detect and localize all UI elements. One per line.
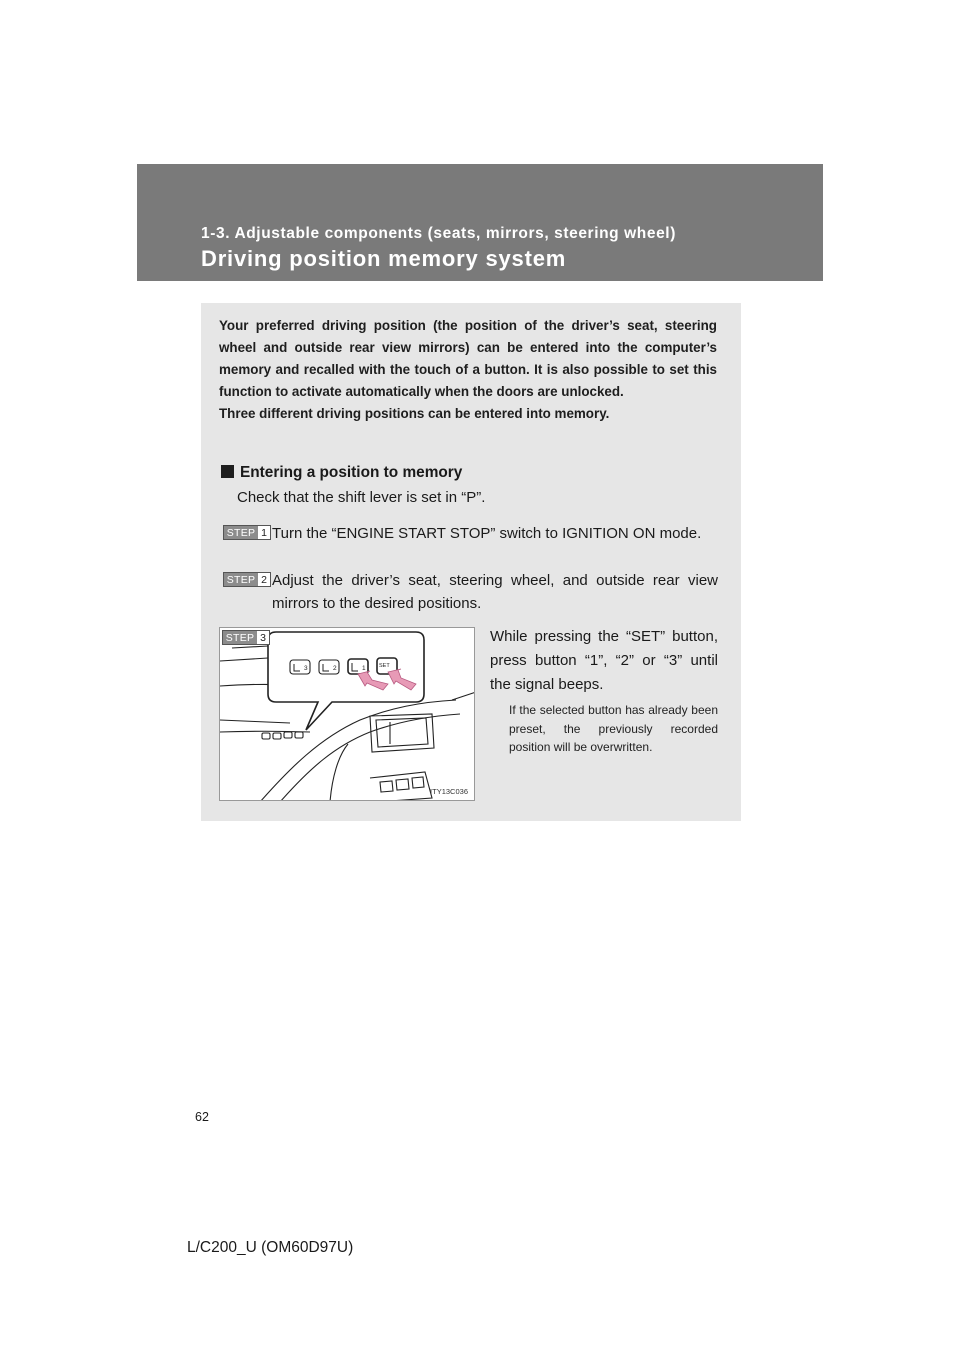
step-2-text: Adjust the driver’s seat, steering wheel, and outside rear view mirrors to the desired positions. bbox=[272, 572, 718, 612]
square-bullet-icon bbox=[221, 465, 234, 478]
step-number: 2 bbox=[261, 573, 267, 586]
intro-paragraph: Your preferred driving position (the position of the driver’s seat, steering wheel and outside rear view mirrors) can be entered into the computer’s memory and recalled with the touch of a button. It is also possible to set this function to activate automatically when the doors are unlocked. bbox=[219, 318, 717, 399]
button-label-set: SET bbox=[379, 663, 390, 669]
figure-code: ITY13C036 bbox=[430, 787, 468, 796]
footer-code: L/C200_U (OM60D97U) bbox=[187, 1239, 354, 1256]
content-box bbox=[201, 303, 741, 821]
step-3-note: If the selected button has already been preset, the previously recorded position will be overwritten. bbox=[509, 703, 718, 754]
button-label-3: 3 bbox=[304, 665, 308, 672]
step-word: STEP bbox=[223, 631, 257, 644]
intro-text bbox=[219, 315, 717, 425]
page-title: Driving position memory system bbox=[201, 246, 567, 271]
step-1-text: Turn the “ENGINE START STOP” switch to IGNITION ON mode. bbox=[272, 525, 702, 542]
header-band bbox=[137, 164, 823, 281]
button-label-2: 2 bbox=[333, 665, 337, 672]
step-number: 1 bbox=[261, 526, 267, 539]
memory-buttons-illustration bbox=[219, 627, 475, 801]
step-2-badge bbox=[223, 572, 271, 587]
step-word: STEP bbox=[224, 573, 258, 586]
step-1-badge bbox=[223, 525, 271, 540]
intro-line-2: Three different driving positions can be entered into memory. bbox=[219, 406, 610, 421]
step-number: 3 bbox=[260, 631, 266, 644]
step-3-badge bbox=[222, 630, 270, 645]
button-label-1: 1 bbox=[362, 665, 366, 672]
subheading bbox=[221, 464, 462, 482]
step-3-text: While pressing the “SET” button, press button “1”, “2” or “3” until the signal beeps. bbox=[490, 628, 718, 693]
section-label: 1-3. Adjustable components (seats, mirrors, steering wheel) bbox=[201, 225, 676, 242]
check-text: Check that the shift lever is set in “P”. bbox=[237, 489, 486, 506]
door-panel-drawing bbox=[220, 628, 475, 801]
step-word: STEP bbox=[224, 526, 258, 539]
page-number: 62 bbox=[195, 1110, 209, 1124]
subheading-text: Entering a position to memory bbox=[240, 464, 463, 481]
